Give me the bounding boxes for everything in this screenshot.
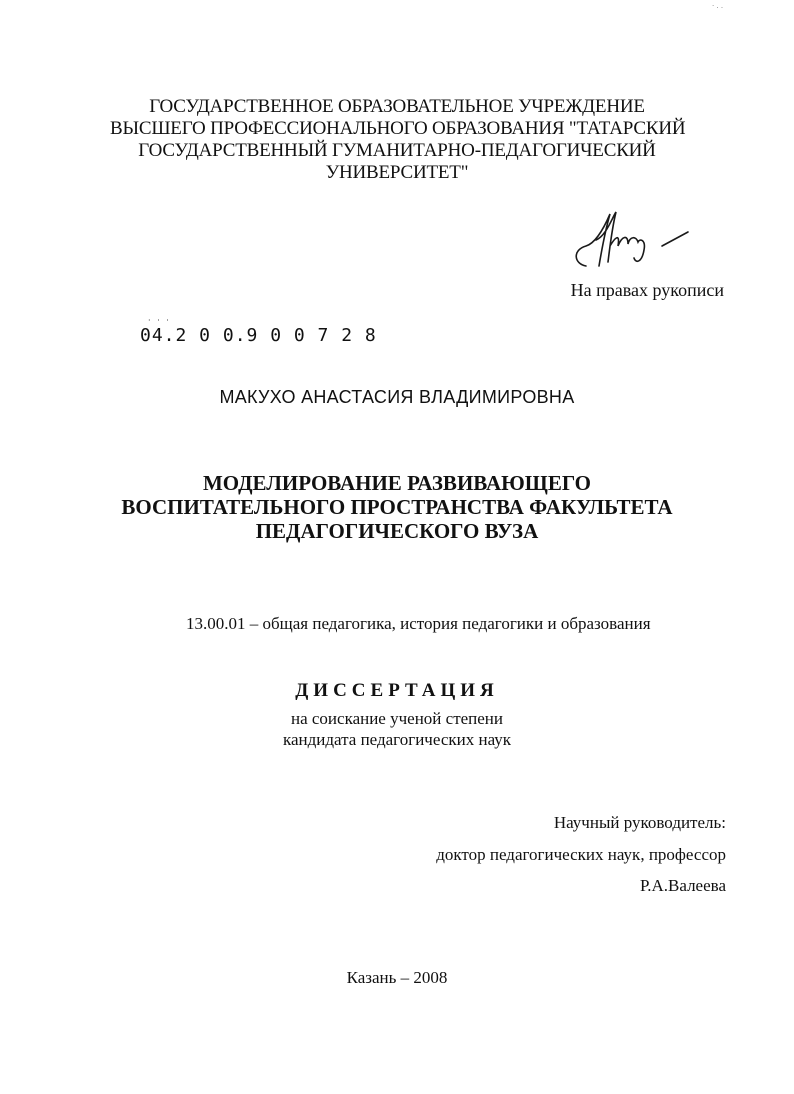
subtitle-line: на соискание ученой степени <box>290 709 504 728</box>
institution-header <box>110 96 684 184</box>
title-line: ВОСПИТАТЕЛЬНОГО ПРОСТРАНСТВА ФАКУЛЬТЕТА <box>121 495 673 519</box>
institution-line: ГОСУДАРСТВЕННЫЙ ГУМАНИТАРНО-ПЕДАГОГИЧЕСКИЙ <box>138 140 656 161</box>
advisor-label: Научный руководитель: <box>553 813 726 832</box>
title-line: МОДЕЛИРОВАНИЕ РАЗВИВАЮЩЕГО <box>202 471 592 495</box>
advisor-name: Р.А.Валеева <box>639 876 726 895</box>
author-name: МАКУХО АНАСТАСИЯ ВЛАДИМИРОВНА <box>219 387 575 407</box>
dissertation-subtitle <box>0 708 794 750</box>
specialty-code: 13.00.01 – общая педагогика, история педагогики и образования <box>186 614 651 633</box>
city-year: Казань – 2008 <box>346 968 448 987</box>
title-line: ПЕДАГОГИЧЕСКОГО ВУЗА <box>255 519 539 543</box>
registration-number: 04.2 0 0.9 0 0 7 2 8 <box>140 325 377 346</box>
manuscript-note: На правах рукописи <box>570 280 724 300</box>
dissertation-label: ДИССЕРТАЦИЯ <box>295 680 499 701</box>
subtitle-line: кандидата педагогических наук <box>282 730 512 749</box>
institution-line: ВЫСШЕГО ПРОФЕССИОНАЛЬНОГО ОБРАЗОВАНИЯ "ТАТАРСКИЙ <box>110 118 686 139</box>
registration-dots: · · · <box>148 316 171 325</box>
institution-line: УНИВЕРСИТЕТ" <box>325 162 469 183</box>
dissertation-title <box>0 471 794 543</box>
signature-icon <box>566 206 696 276</box>
institution-line: ГОСУДАРСТВЕННОЕ ОБРАЗОВАТЕЛЬНОЕ УЧРЕЖДЕНИЕ <box>149 96 645 117</box>
advisor-title: доктор педагогических наук, профессор <box>436 845 726 864</box>
corner-mark: · . . <box>712 2 724 10</box>
